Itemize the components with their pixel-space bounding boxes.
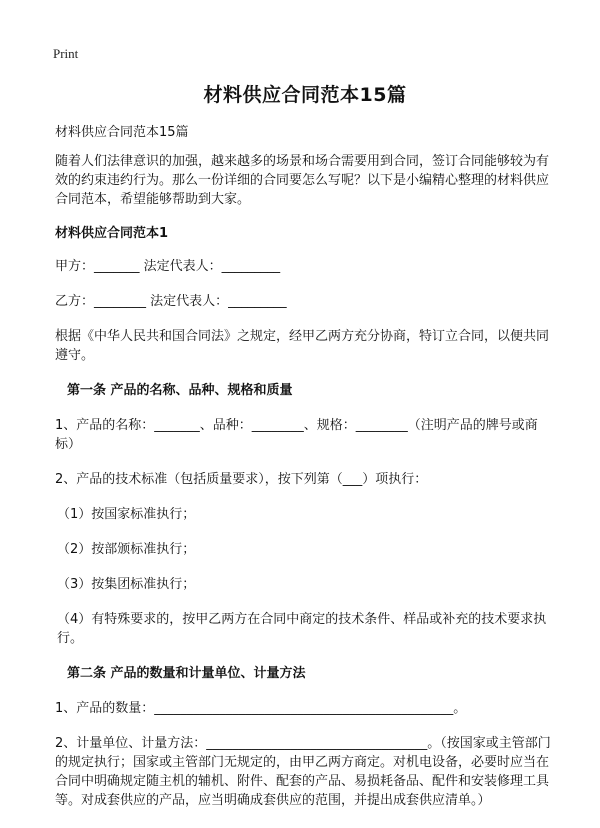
intro-paragraph: 随着人们法律意识的加强，越来越多的场景和场合需要用到合同，签订合同能够较为有效的约束违约行为。那么一份详细的合同要怎么写呢？以下是小编精心整理的材料供应合同范本，希望能够帮助到大家。 [55, 154, 550, 207]
article1-item2: 2、产品的技术标准（包括质量要求），按下列第（___）项执行： [55, 472, 428, 487]
document-subtitle: 材料供应合同范本15篇 [55, 125, 189, 140]
article1-option3: （3）按集团标准执行； [57, 577, 196, 592]
article1-option4: （4）有特殊要求的，按甲乙两方在合同中商定的技术条件、样品或补充的技术要求执行。 [57, 612, 547, 646]
article2-item2: 2、计量单位、计量方法：__________________________________。（按国家或主管部门的规定执行；国家或主管部门无规定的，由甲乙两方商定。对机电设备，必要时应当在合同中明确规定随主机的辅机、附件、配套的产品、易损耗备品、配件和安装修理工具等。对成套供应的产品，应当明确成套供应的范围，并提出成套供应清单。） [55, 736, 551, 808]
party-a-line: 甲方：_______ 法定代表人：_________ [55, 259, 281, 274]
document-body [55, 80, 555, 826]
article1-heading: 第一条 产品的名称、品种、规格和质量 [67, 383, 293, 398]
article1-option1: （1）按国家标准执行； [57, 507, 196, 522]
article1-option2: （2）按部颁标准执行； [57, 542, 196, 557]
section-heading: 材料供应合同范本1 [55, 226, 169, 241]
party-b-line: 乙方：________ 法定代表人：_________ [55, 294, 287, 309]
article2-heading: 第二条 产品的数量和计量单位、计量方法 [67, 666, 306, 681]
preamble-paragraph: 根据《中华人民共和国合同法》之规定，经甲乙两方充分协商，特订立合同，以便共同遵守。 [55, 329, 550, 363]
article2-item1: 1、产品的数量：______________________________________________。 [55, 701, 467, 716]
article1-item1: 1、产品的名称：_______、品种：________、规格：________（注明产品的牌号或商标） [55, 418, 538, 452]
print-link[interactable]: Print [53, 46, 79, 61]
document-title: 材料供应合同范本15篇 [203, 84, 407, 106]
